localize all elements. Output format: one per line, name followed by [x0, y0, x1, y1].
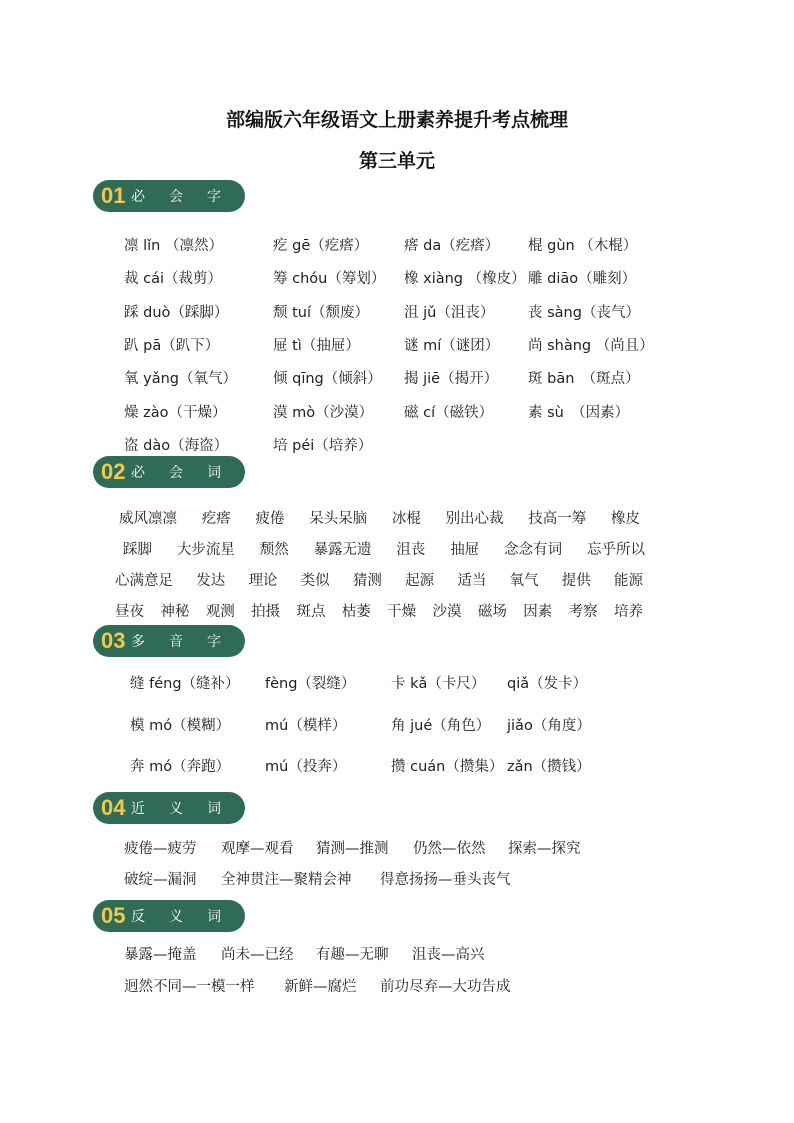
word-item: 起源	[405, 573, 435, 589]
word-item: 适当	[457, 573, 487, 589]
char-entry: 疙 gē（疙瘩）	[273, 238, 369, 254]
word-item: 枯萎	[341, 604, 371, 620]
polyphone-entry: fèng（裂缝）	[265, 676, 356, 692]
char-entry: 培 péi（培养）	[273, 437, 373, 454]
char-entry: 素 sù （因素）	[528, 404, 630, 421]
word-item: 理论	[248, 573, 278, 589]
section-badge-polyphones	[93, 625, 245, 657]
page-title: 部编版六年级语文上册素养提升考点梳理	[225, 109, 568, 131]
char-entry: 颓 tuí（颓废）	[273, 304, 370, 321]
word-item: 神秘	[160, 604, 190, 620]
char-entry: 斑 bān （斑点）	[528, 371, 640, 388]
char-entry: 磁 cí（磁铁）	[404, 404, 494, 421]
synonym-pair: 破绽—漏洞	[124, 872, 197, 888]
word-item: 能源	[614, 573, 643, 589]
char-entry: 趴 pā（趴下）	[124, 337, 220, 354]
word-item: 暴露无遗	[313, 542, 372, 558]
word-item: 抽屉	[450, 542, 480, 558]
char-entry: 雕 diāo（雕刻）	[528, 271, 637, 288]
word-item: 颓然	[259, 542, 289, 558]
word-item: 疙瘩	[201, 511, 231, 527]
section-number: 05	[101, 903, 126, 928]
synonym-pair: 疲倦—疲劳	[124, 841, 197, 857]
word-item: 沮丧	[396, 542, 426, 558]
word-item: 拍摄	[251, 604, 281, 620]
word-item: 培养	[614, 604, 643, 620]
synonym-pair: 观摩—观看	[221, 841, 294, 857]
antonym-pair: 尚未—已经	[221, 947, 294, 963]
polyphone-entry: zǎn（攒钱）	[507, 759, 591, 775]
word-item: 大步流星	[176, 542, 235, 558]
char-entry: 筹 chóu（筹划）	[273, 271, 386, 288]
synonym-pair: 全神贯注—聚精会神	[221, 872, 352, 888]
word-item: 别出心裁	[445, 511, 504, 527]
polyphone-entry: 缝 féng（缝补）	[130, 676, 240, 692]
polyphone-entry: 攒 cuán（攒集）	[391, 759, 504, 775]
char-entry: 漠 mò（沙漠）	[273, 404, 374, 421]
word-item: 类似	[300, 573, 330, 589]
antonym-pair: 迥然不同—一模一样	[124, 979, 255, 995]
char-entry: 揭 jiē（揭开）	[404, 371, 499, 388]
synonym-pair: 得意扬扬—垂头丧气	[380, 872, 511, 888]
section-badge-synonyms	[93, 792, 245, 824]
char-entry: 尚 shàng （尚且）	[528, 337, 654, 354]
section-number: 01	[101, 183, 126, 208]
char-entry: 橡 xiàng （橡皮）	[404, 271, 526, 288]
char-entry: 盗 dào（海盗）	[124, 437, 229, 454]
char-entry: 丧 sàng（丧气）	[528, 304, 640, 321]
word-item: 提供	[561, 573, 591, 589]
char-entry: 踩 duò（踩脚）	[124, 304, 229, 321]
section-number: 04	[101, 795, 126, 820]
antonym-pair: 有趣—无聊	[316, 947, 389, 963]
word-item: 斑点	[296, 604, 326, 620]
word-item: 猜测	[352, 573, 382, 589]
antonym-pair: 沮丧—高兴	[412, 947, 485, 963]
char-entry: 屉 tì（抽屉）	[273, 337, 360, 354]
section-label: 必会词	[131, 465, 245, 481]
char-entry: 凛 lǐn （凛然）	[124, 238, 223, 254]
word-item: 橡皮	[611, 511, 640, 527]
word-item: 忘乎所以	[587, 542, 645, 558]
section-label: 反义词	[131, 909, 245, 925]
polyphone-entry: mú（投奔）	[265, 759, 347, 775]
section-number: 02	[101, 459, 126, 484]
word-item: 冰棍	[391, 511, 421, 527]
char-entry: 氧 yǎng（氧气）	[124, 371, 237, 388]
section-label: 多音字	[131, 634, 245, 650]
section-badge-antonyms	[93, 900, 245, 932]
word-item: 因素	[523, 604, 553, 620]
polyphone-entry: 角 jué（角色）	[391, 718, 491, 734]
word-item: 氧气	[509, 573, 539, 589]
antonym-pair: 新鲜—腐烂	[284, 979, 357, 995]
word-item: 干燥	[387, 604, 417, 620]
char-entry: 裁 cái（裁剪）	[124, 271, 222, 288]
word-item: 沙漠	[432, 604, 462, 620]
word-item: 考察	[568, 604, 598, 620]
polyphone-entry: jiǎo（角度）	[507, 718, 591, 734]
char-entry: 棍 gùn （木棍）	[528, 238, 638, 254]
section-number: 03	[101, 628, 126, 653]
section-label: 必会字	[131, 189, 245, 205]
section-label: 近义词	[131, 801, 245, 817]
word-item: 念念有词	[504, 542, 563, 558]
char-entry: 燥 zào（干燥）	[124, 404, 227, 421]
synonym-pair: 猜测—推测	[316, 841, 389, 857]
antonym-pair: 暴露—掩盖	[124, 947, 197, 963]
word-item: 观测	[205, 604, 235, 620]
word-item: 技高一筹	[528, 511, 587, 527]
word-item: 疲倦	[255, 511, 285, 527]
word-item: 踩脚	[123, 542, 152, 558]
word-item: 呆头呆脑	[309, 511, 368, 527]
char-entry: 瘩 da（疙瘩）	[404, 238, 500, 254]
section-badge-words	[93, 456, 245, 488]
word-item: 心满意足	[115, 573, 173, 589]
section-badge-chars	[93, 180, 245, 212]
word-item: 昼夜	[115, 604, 144, 620]
polyphone-entry: 模 mó（模糊）	[130, 718, 231, 734]
word-item: 磁场	[477, 604, 507, 620]
polyphone-entry: mú（模样）	[265, 718, 347, 734]
polyphone-entry: 奔 mó（奔跑）	[130, 759, 231, 775]
polyphone-entry: qiǎ（发卡）	[507, 676, 588, 692]
antonym-pair: 前功尽弃—大功告成	[380, 979, 511, 995]
synonym-pair: 仍然—依然	[413, 841, 486, 857]
unit-title: 第三单元	[358, 150, 435, 172]
char-entry: 倾 qīng（倾斜）	[273, 371, 382, 388]
word-item: 发达	[196, 573, 226, 589]
char-entry: 沮 jǔ（沮丧）	[404, 304, 495, 321]
word-item: 威风凛凛	[119, 511, 177, 527]
char-entry: 谜 mí（谜团）	[404, 337, 500, 354]
synonym-pair: 探索—探究	[508, 841, 581, 857]
polyphone-entry: 卡 kǎ（卡尺）	[391, 676, 486, 692]
